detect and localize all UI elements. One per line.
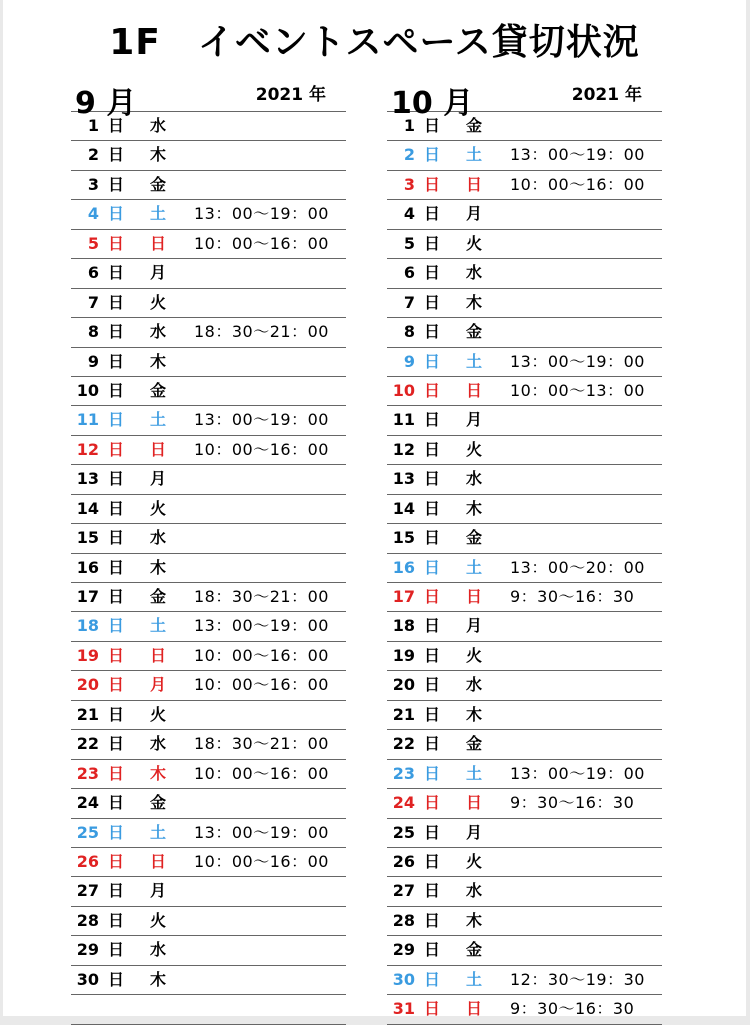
booking-time: 10：00〜16：00 — [194, 763, 329, 783]
day-row — [71, 554, 346, 583]
day-suffix: 日 — [424, 645, 441, 665]
weekday-label: 日 — [466, 587, 483, 606]
day-suffix: 日 — [108, 116, 125, 135]
weekday-label: 金 — [150, 174, 167, 194]
booking-time: 13：00〜20：00 — [510, 557, 645, 577]
day-row — [71, 907, 346, 936]
weekday-label: 火 — [466, 439, 483, 459]
day-number: 22 — [76, 734, 99, 754]
day-number: 7 — [87, 292, 99, 312]
booking-time: 10：00〜16：00 — [194, 233, 329, 253]
day-number: 7 — [403, 292, 415, 312]
day-row — [387, 112, 662, 141]
day-row — [387, 819, 662, 848]
day-row — [71, 289, 346, 318]
day-suffix: 日 — [424, 851, 441, 871]
weekday-label: 木 — [150, 557, 167, 577]
day-row — [387, 436, 662, 465]
day-number: 21 — [392, 704, 415, 724]
day-suffix: 日 — [424, 498, 441, 518]
weekday-label: 金 — [466, 322, 483, 342]
day-suffix: 日 — [424, 675, 441, 695]
day-row — [387, 907, 662, 936]
day-suffix: 日 — [424, 116, 441, 135]
day-number: 8 — [87, 322, 99, 342]
day-number: 30 — [76, 969, 99, 989]
day-number: 6 — [403, 263, 415, 283]
day-row — [387, 701, 662, 730]
weekday-label: 日 — [150, 233, 167, 253]
day-suffix: 日 — [424, 528, 441, 548]
day-suffix: 日 — [424, 410, 441, 430]
day-suffix: 日 — [108, 587, 125, 606]
day-row — [387, 583, 662, 612]
day-suffix: 日 — [108, 969, 125, 989]
weekday-label: 月 — [466, 204, 483, 224]
september-column — [71, 76, 346, 1025]
booking-time: 18：30〜21：00 — [194, 734, 329, 754]
day-number: 20 — [392, 675, 415, 695]
booking-time: 10：00〜16：00 — [510, 174, 645, 194]
weekday-label: 土 — [466, 145, 483, 165]
day-row — [71, 141, 346, 170]
day-number: 5 — [87, 233, 99, 253]
day-number: 11 — [76, 410, 99, 430]
day-suffix: 日 — [424, 263, 441, 283]
weekday-label: 木 — [150, 969, 167, 989]
day-row — [387, 966, 662, 995]
weekday-label: 木 — [150, 763, 167, 783]
day-row — [71, 877, 346, 906]
day-number: 30 — [392, 969, 415, 989]
weekday-label: 土 — [466, 763, 483, 783]
day-row — [387, 318, 662, 347]
weekday-label: 火 — [150, 704, 167, 724]
october-header — [387, 76, 662, 121]
weekday-label: 土 — [466, 557, 483, 577]
day-suffix: 日 — [108, 881, 125, 901]
day-suffix: 日 — [108, 351, 125, 371]
weekday-label: 水 — [150, 940, 167, 960]
day-row — [387, 612, 662, 641]
day-row — [71, 200, 346, 229]
empty-row — [71, 995, 346, 1024]
day-number: 13 — [76, 469, 99, 489]
day-row — [387, 465, 662, 494]
day-row — [71, 406, 346, 435]
weekday-label: 木 — [150, 351, 167, 371]
day-number: 25 — [76, 822, 99, 842]
day-row — [71, 377, 346, 406]
day-row — [71, 524, 346, 553]
day-suffix: 日 — [424, 292, 441, 312]
day-suffix: 日 — [424, 910, 441, 930]
day-row — [71, 730, 346, 759]
day-suffix: 日 — [108, 322, 125, 342]
september-header — [71, 76, 346, 121]
day-suffix: 日 — [108, 174, 125, 194]
booking-time: 9：30〜16：30 — [510, 793, 635, 813]
day-row — [71, 848, 346, 877]
day-row — [71, 701, 346, 730]
day-number: 8 — [403, 322, 415, 342]
day-suffix: 日 — [108, 940, 125, 960]
day-row — [71, 318, 346, 347]
weekday-label: 木 — [466, 704, 483, 724]
weekday-label: 日 — [466, 174, 483, 194]
day-number: 3 — [87, 174, 99, 194]
weekday-label: 金 — [466, 940, 483, 960]
weekday-label: 日 — [150, 645, 167, 665]
day-number: 1 — [87, 116, 99, 135]
day-suffix: 日 — [424, 322, 441, 342]
day-number: 16 — [76, 557, 99, 577]
day-row — [71, 760, 346, 789]
day-number: 14 — [392, 498, 415, 518]
day-row — [387, 495, 662, 524]
day-number: 25 — [392, 822, 415, 842]
day-number: 22 — [392, 734, 415, 754]
day-number: 23 — [392, 763, 415, 783]
booking-time: 13：00〜19：00 — [510, 351, 645, 371]
day-row — [387, 141, 662, 170]
day-number: 17 — [392, 587, 415, 606]
day-suffix: 日 — [424, 616, 441, 636]
day-number: 10 — [392, 380, 415, 400]
weekday-label: 水 — [466, 881, 483, 901]
day-number: 23 — [76, 763, 99, 783]
weekday-label: 月 — [150, 263, 167, 283]
weekday-label: 土 — [466, 351, 483, 371]
weekday-label: 火 — [150, 292, 167, 312]
day-number: 31 — [392, 999, 415, 1019]
weekday-label: 日 — [150, 851, 167, 871]
day-number: 3 — [403, 174, 415, 194]
booking-time: 10：00〜16：00 — [194, 439, 329, 459]
day-suffix: 日 — [108, 557, 125, 577]
day-row — [387, 259, 662, 288]
day-row — [71, 112, 346, 141]
day-suffix: 日 — [424, 704, 441, 724]
year-label: 2021 年 — [255, 85, 326, 105]
day-suffix: 日 — [108, 616, 125, 636]
day-suffix: 日 — [108, 439, 125, 459]
booking-time: 13：00〜19：00 — [194, 410, 329, 430]
booking-time: 13：00〜19：00 — [194, 822, 329, 842]
day-number: 11 — [392, 410, 415, 430]
booking-time: 13：00〜19：00 — [194, 204, 329, 224]
day-row — [71, 819, 346, 848]
day-row — [387, 642, 662, 671]
day-number: 17 — [76, 587, 99, 606]
weekday-label: 金 — [466, 116, 483, 135]
day-number: 14 — [76, 498, 99, 518]
weekday-label: 火 — [466, 645, 483, 665]
weekday-label: 火 — [150, 910, 167, 930]
day-suffix: 日 — [108, 822, 125, 842]
day-suffix: 日 — [108, 763, 125, 783]
weekday-label: 木 — [150, 145, 167, 165]
day-number: 29 — [392, 940, 415, 960]
weekday-label: 土 — [150, 822, 167, 842]
day-number: 16 — [392, 557, 415, 577]
day-suffix: 日 — [108, 851, 125, 871]
weekday-label: 水 — [150, 528, 167, 548]
day-number: 15 — [392, 528, 415, 548]
weekday-label: 水 — [150, 734, 167, 754]
day-suffix: 日 — [424, 351, 441, 371]
weekday-label: 火 — [150, 498, 167, 518]
booking-time: 9：30〜16：30 — [510, 587, 635, 606]
day-number: 27 — [76, 881, 99, 901]
day-row — [71, 789, 346, 818]
day-suffix: 日 — [108, 145, 125, 165]
day-number: 19 — [76, 645, 99, 665]
booking-time: 10：00〜13：00 — [510, 380, 645, 400]
day-row — [387, 348, 662, 377]
day-suffix: 日 — [424, 145, 441, 165]
weekday-label: 金 — [466, 734, 483, 754]
day-row — [387, 936, 662, 965]
day-suffix: 日 — [424, 940, 441, 960]
day-row — [71, 230, 346, 259]
day-suffix: 日 — [108, 704, 125, 724]
day-row — [71, 583, 346, 612]
day-suffix: 日 — [424, 734, 441, 754]
day-suffix: 日 — [424, 233, 441, 253]
day-number: 2 — [87, 145, 99, 165]
day-row — [387, 730, 662, 759]
day-number: 20 — [76, 675, 99, 695]
day-row — [71, 936, 346, 965]
booking-time: 10：00〜16：00 — [194, 851, 329, 871]
day-suffix: 日 — [424, 439, 441, 459]
day-number: 21 — [76, 704, 99, 724]
day-number: 24 — [76, 793, 99, 813]
weekday-label: 土 — [150, 616, 167, 636]
booking-time: 12：30〜19：30 — [510, 969, 645, 989]
day-suffix: 日 — [424, 469, 441, 489]
weekday-label: 月 — [466, 410, 483, 430]
day-number: 1 — [403, 116, 415, 135]
weekday-label: 水 — [466, 469, 483, 489]
weekday-label: 日 — [466, 380, 483, 400]
day-row — [387, 877, 662, 906]
day-suffix: 日 — [108, 469, 125, 489]
october-column — [387, 76, 662, 1025]
day-suffix: 日 — [108, 263, 125, 283]
day-number: 29 — [76, 940, 99, 960]
day-number: 12 — [76, 439, 99, 459]
day-number: 15 — [76, 528, 99, 548]
weekday-label: 金 — [150, 587, 167, 606]
day-suffix: 日 — [424, 587, 441, 606]
page-title: 1F イベントスペース貸切状況 — [109, 22, 640, 63]
weekday-label: 日 — [466, 999, 483, 1019]
month-label: 10 月 — [391, 86, 474, 121]
day-suffix: 日 — [424, 557, 441, 577]
day-suffix: 日 — [108, 528, 125, 548]
day-suffix: 日 — [424, 204, 441, 224]
weekday-label: 土 — [150, 204, 167, 224]
day-row — [71, 259, 346, 288]
day-row — [71, 966, 346, 995]
day-suffix: 日 — [108, 292, 125, 312]
day-suffix: 日 — [108, 233, 125, 253]
day-suffix: 日 — [424, 969, 441, 989]
day-suffix: 日 — [424, 763, 441, 783]
day-row — [387, 760, 662, 789]
booking-time: 13：00〜19：00 — [194, 616, 329, 636]
day-number: 5 — [403, 233, 415, 253]
weekday-label: 木 — [466, 498, 483, 518]
september-day-list — [71, 112, 346, 995]
weekday-label: 月 — [150, 469, 167, 489]
booking-time: 13：00〜19：00 — [510, 145, 645, 165]
day-suffix: 日 — [424, 174, 441, 194]
day-row — [71, 671, 346, 700]
weekday-label: 土 — [150, 410, 167, 430]
day-suffix: 日 — [108, 498, 125, 518]
weekday-label: 水 — [466, 675, 483, 695]
day-number: 26 — [392, 851, 415, 871]
day-row — [387, 406, 662, 435]
weekday-label: 日 — [150, 439, 167, 459]
day-row — [387, 789, 662, 818]
october-day-list — [387, 112, 662, 1025]
booking-time: 18：30〜21：00 — [194, 587, 329, 606]
day-number: 27 — [392, 881, 415, 901]
weekday-label: 月 — [466, 616, 483, 636]
day-row — [387, 671, 662, 700]
day-suffix: 日 — [424, 793, 441, 813]
day-row — [71, 436, 346, 465]
day-row — [387, 848, 662, 877]
day-suffix: 日 — [108, 734, 125, 754]
day-suffix: 日 — [424, 881, 441, 901]
day-suffix: 日 — [424, 999, 441, 1019]
weekday-label: 月 — [466, 822, 483, 842]
day-row — [387, 995, 662, 1024]
document-page — [3, 0, 746, 1019]
weekday-label: 金 — [150, 380, 167, 400]
day-row — [387, 377, 662, 406]
weekday-label: 水 — [150, 322, 167, 342]
day-row — [71, 495, 346, 524]
day-number: 13 — [392, 469, 415, 489]
day-suffix: 日 — [108, 204, 125, 224]
weekday-label: 日 — [466, 793, 483, 813]
booking-time: 13：00〜19：00 — [510, 763, 645, 783]
weekday-label: 木 — [466, 910, 483, 930]
day-number: 9 — [403, 351, 415, 371]
booking-time: 10：00〜16：00 — [194, 645, 329, 665]
day-row — [387, 554, 662, 583]
booking-time: 9：30〜16：30 — [510, 999, 635, 1019]
day-suffix: 日 — [108, 675, 125, 695]
day-row — [387, 200, 662, 229]
day-suffix: 日 — [108, 410, 125, 430]
day-number: 19 — [392, 645, 415, 665]
day-row — [387, 171, 662, 200]
day-number: 9 — [87, 351, 99, 371]
weekday-label: 金 — [150, 793, 167, 813]
weekday-label: 水 — [466, 263, 483, 283]
day-suffix: 日 — [108, 645, 125, 665]
day-number: 10 — [76, 380, 99, 400]
day-number: 26 — [76, 851, 99, 871]
weekday-label: 水 — [150, 116, 167, 135]
day-suffix: 日 — [108, 380, 125, 400]
day-row — [387, 289, 662, 318]
booking-time: 10：00〜16：00 — [194, 675, 329, 695]
day-row — [387, 524, 662, 553]
day-number: 18 — [76, 616, 99, 636]
day-row — [71, 642, 346, 671]
day-number: 12 — [392, 439, 415, 459]
day-number: 28 — [76, 910, 99, 930]
day-number: 24 — [392, 793, 415, 813]
day-suffix: 日 — [424, 822, 441, 842]
day-number: 18 — [392, 616, 415, 636]
weekday-label: 金 — [466, 528, 483, 548]
day-row — [71, 171, 346, 200]
year-label: 2021 年 — [571, 85, 642, 105]
weekday-label: 木 — [466, 292, 483, 312]
booking-time: 18：30〜21：00 — [194, 322, 329, 342]
day-row — [71, 348, 346, 377]
day-number: 6 — [87, 263, 99, 283]
weekday-label: 月 — [150, 881, 167, 901]
day-number: 4 — [403, 204, 415, 224]
day-row — [71, 612, 346, 641]
day-row — [71, 465, 346, 494]
weekday-label: 土 — [466, 969, 483, 989]
month-label: 9 月 — [75, 86, 137, 121]
weekday-label: 月 — [150, 675, 167, 695]
day-row — [387, 230, 662, 259]
day-number: 2 — [403, 145, 415, 165]
day-number: 28 — [392, 910, 415, 930]
day-suffix: 日 — [108, 910, 125, 930]
day-number: 4 — [87, 204, 99, 224]
day-suffix: 日 — [424, 380, 441, 400]
weekday-label: 火 — [466, 851, 483, 871]
weekday-label: 火 — [466, 233, 483, 253]
day-suffix: 日 — [108, 793, 125, 813]
